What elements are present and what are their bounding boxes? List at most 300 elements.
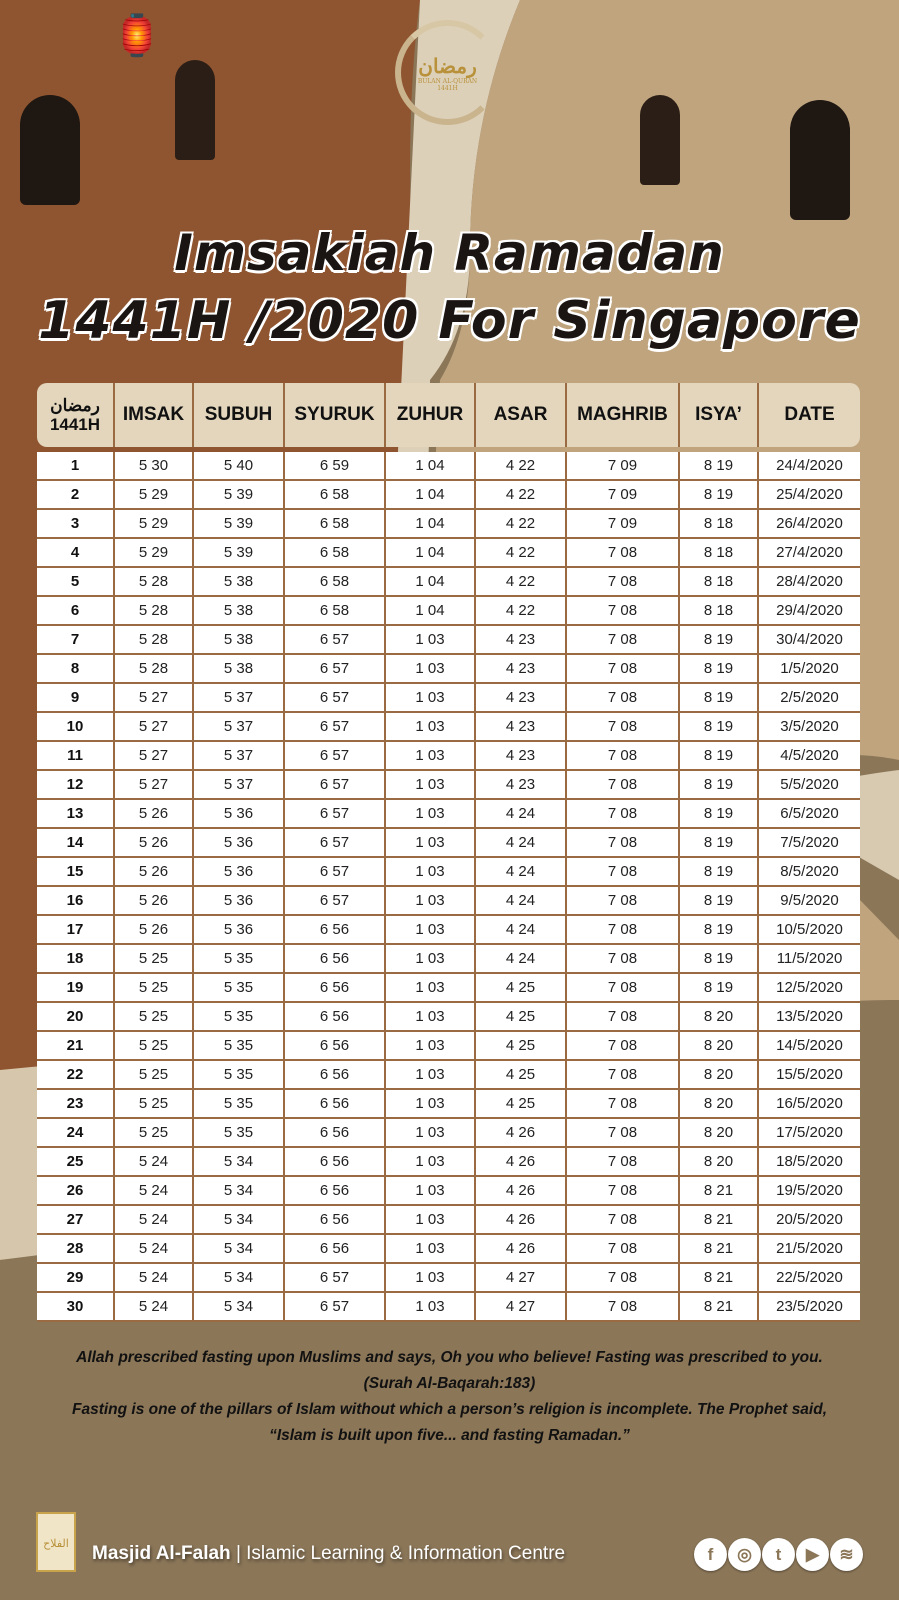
- cell-syuruk: 6 58: [285, 539, 386, 568]
- table-row: [37, 858, 860, 887]
- youtube-icon[interactable]: ▶: [796, 1538, 829, 1571]
- logo-arabic: رمضان: [418, 53, 477, 78]
- cell-maghrib: 7 08: [567, 800, 680, 829]
- table-row: [37, 655, 860, 684]
- header-ramadan: [37, 383, 115, 447]
- cell-day: 12: [37, 771, 115, 800]
- cell-subuh: 5 37: [194, 771, 285, 800]
- cell-subuh: 5 35: [194, 1061, 285, 1090]
- rss-icon[interactable]: ≋: [830, 1538, 863, 1571]
- cell-date: 25/4/2020: [759, 481, 860, 510]
- cell-imsak: 5 28: [115, 626, 194, 655]
- cell-day: 30: [37, 1293, 115, 1322]
- cell-date: 16/5/2020: [759, 1090, 860, 1119]
- cell-imsak: 5 29: [115, 510, 194, 539]
- cell-isya: 8 19: [680, 858, 759, 887]
- cell-asar: 4 25: [476, 1003, 567, 1032]
- cell-date: 6/5/2020: [759, 800, 860, 829]
- cell-imsak: 5 25: [115, 1032, 194, 1061]
- org-name: [92, 1543, 565, 1565]
- header-zuhur: ZUHUR: [386, 383, 476, 447]
- cell-subuh: 5 37: [194, 742, 285, 771]
- table-header-row: [37, 383, 860, 447]
- cell-day: 2: [37, 481, 115, 510]
- cell-syuruk: 6 57: [285, 829, 386, 858]
- cell-imsak: 5 24: [115, 1235, 194, 1264]
- table-row: [37, 684, 860, 713]
- table-row: [37, 713, 860, 742]
- cell-date: 10/5/2020: [759, 916, 860, 945]
- cell-zuhur: 1 03: [386, 742, 476, 771]
- logo-line2: 1441H: [437, 84, 458, 92]
- table-row: [37, 481, 860, 510]
- table-row: [37, 1206, 860, 1235]
- cell-asar: 4 24: [476, 945, 567, 974]
- cell-subuh: 5 35: [194, 974, 285, 1003]
- cell-zuhur: 1 04: [386, 539, 476, 568]
- cell-date: 4/5/2020: [759, 742, 860, 771]
- cell-date: 24/4/2020: [759, 452, 860, 481]
- cell-subuh: 5 34: [194, 1206, 285, 1235]
- cell-subuh: 5 39: [194, 510, 285, 539]
- cell-imsak: 5 25: [115, 1090, 194, 1119]
- cell-subuh: 5 34: [194, 1293, 285, 1322]
- cell-imsak: 5 27: [115, 684, 194, 713]
- cell-syuruk: 6 57: [285, 1293, 386, 1322]
- cell-asar: 4 23: [476, 655, 567, 684]
- cell-maghrib: 7 08: [567, 1293, 680, 1322]
- cell-day: 3: [37, 510, 115, 539]
- cell-day: 21: [37, 1032, 115, 1061]
- cell-day: 26: [37, 1177, 115, 1206]
- cell-imsak: 5 26: [115, 800, 194, 829]
- cell-maghrib: 7 08: [567, 974, 680, 1003]
- table-row: [37, 1032, 860, 1061]
- cell-date: 19/5/2020: [759, 1177, 860, 1206]
- cell-zuhur: 1 03: [386, 1032, 476, 1061]
- cell-maghrib: 7 08: [567, 916, 680, 945]
- separator: |: [235, 1543, 241, 1564]
- cell-zuhur: 1 03: [386, 1293, 476, 1322]
- cell-zuhur: 1 04: [386, 597, 476, 626]
- cell-asar: 4 23: [476, 713, 567, 742]
- cell-zuhur: 1 03: [386, 829, 476, 858]
- cell-maghrib: 7 09: [567, 510, 680, 539]
- cell-isya: 8 19: [680, 626, 759, 655]
- cell-day: 27: [37, 1206, 115, 1235]
- cell-asar: 4 24: [476, 887, 567, 916]
- lantern-icon: 🏮: [112, 14, 162, 58]
- cell-subuh: 5 34: [194, 1264, 285, 1293]
- cell-isya: 8 20: [680, 1148, 759, 1177]
- cell-subuh: 5 36: [194, 916, 285, 945]
- cell-imsak: 5 25: [115, 974, 194, 1003]
- cell-imsak: 5 25: [115, 1061, 194, 1090]
- cell-syuruk: 6 56: [285, 1235, 386, 1264]
- cell-zuhur: 1 03: [386, 1090, 476, 1119]
- cell-subuh: 5 38: [194, 626, 285, 655]
- quote-line: Fasting is one of the pillars of Islam without which a person’s religion is incomplete. The Prophet said,: [71, 1401, 828, 1418]
- header-maghrib: MAGHRIB: [567, 383, 680, 447]
- table-row: [37, 539, 860, 568]
- cell-syuruk: 6 56: [285, 1061, 386, 1090]
- cell-maghrib: 7 08: [567, 887, 680, 916]
- cell-subuh: 5 36: [194, 800, 285, 829]
- quote-citation: (Surah Al-Baqarah:183): [363, 1375, 536, 1392]
- cell-zuhur: 1 03: [386, 916, 476, 945]
- cell-date: 17/5/2020: [759, 1119, 860, 1148]
- cell-asar: 4 25: [476, 974, 567, 1003]
- logo-line1: BULAN AL-QURAN: [417, 77, 478, 85]
- cell-zuhur: 1 03: [386, 1003, 476, 1032]
- cell-imsak: 5 29: [115, 481, 194, 510]
- cell-isya: 8 19: [680, 713, 759, 742]
- cell-syuruk: 6 56: [285, 1206, 386, 1235]
- cell-maghrib: 7 09: [567, 452, 680, 481]
- cell-asar: 4 22: [476, 510, 567, 539]
- cell-zuhur: 1 03: [386, 945, 476, 974]
- cell-imsak: 5 25: [115, 1003, 194, 1032]
- cell-syuruk: 6 57: [285, 858, 386, 887]
- cell-maghrib: 7 08: [567, 1148, 680, 1177]
- table-row: [37, 974, 860, 1003]
- cell-zuhur: 1 04: [386, 481, 476, 510]
- header-date: DATE: [759, 383, 860, 447]
- cell-imsak: 5 28: [115, 597, 194, 626]
- cell-date: 11/5/2020: [759, 945, 860, 974]
- table-row: [37, 1061, 860, 1090]
- cell-subuh: 5 38: [194, 568, 285, 597]
- table-row: [37, 771, 860, 800]
- cell-date: 12/5/2020: [759, 974, 860, 1003]
- cell-zuhur: 1 03: [386, 887, 476, 916]
- cell-zuhur: 1 03: [386, 1119, 476, 1148]
- cell-subuh: 5 40: [194, 452, 285, 481]
- cell-isya: 8 21: [680, 1293, 759, 1322]
- cell-date: 2/5/2020: [759, 684, 860, 713]
- cell-maghrib: 7 08: [567, 829, 680, 858]
- cell-date: 14/5/2020: [759, 1032, 860, 1061]
- cell-syuruk: 6 57: [285, 1264, 386, 1293]
- cell-syuruk: 6 57: [285, 742, 386, 771]
- cell-asar: 4 22: [476, 481, 567, 510]
- cell-asar: 4 24: [476, 916, 567, 945]
- cell-subuh: 5 36: [194, 829, 285, 858]
- table-row: [37, 626, 860, 655]
- cell-maghrib: 7 08: [567, 1177, 680, 1206]
- cell-imsak: 5 28: [115, 655, 194, 684]
- table-row: [37, 742, 860, 771]
- header-syuruk: SYURUK: [285, 383, 386, 447]
- cell-isya: 8 21: [680, 1177, 759, 1206]
- cell-asar: 4 23: [476, 742, 567, 771]
- cell-syuruk: 6 57: [285, 887, 386, 916]
- cell-maghrib: 7 08: [567, 568, 680, 597]
- cell-syuruk: 6 56: [285, 1177, 386, 1206]
- header-ramadan-arabic: رمضان: [50, 396, 100, 415]
- cell-maghrib: 7 08: [567, 1061, 680, 1090]
- cell-date: 13/5/2020: [759, 1003, 860, 1032]
- cell-zuhur: 1 03: [386, 1148, 476, 1177]
- cell-subuh: 5 34: [194, 1235, 285, 1264]
- cell-day: 16: [37, 887, 115, 916]
- table-row: [37, 1003, 860, 1032]
- cell-syuruk: 6 56: [285, 945, 386, 974]
- cell-day: 29: [37, 1264, 115, 1293]
- cell-imsak: 5 26: [115, 829, 194, 858]
- cell-zuhur: 1 03: [386, 800, 476, 829]
- cell-maghrib: 7 08: [567, 1264, 680, 1293]
- cell-asar: 4 27: [476, 1293, 567, 1322]
- cell-imsak: 5 29: [115, 539, 194, 568]
- cell-date: 21/5/2020: [759, 1235, 860, 1264]
- cell-asar: 4 25: [476, 1090, 567, 1119]
- cell-syuruk: 6 57: [285, 713, 386, 742]
- cell-asar: 4 27: [476, 1264, 567, 1293]
- cell-isya: 8 18: [680, 597, 759, 626]
- cell-maghrib: 7 08: [567, 713, 680, 742]
- cell-date: 30/4/2020: [759, 626, 860, 655]
- cell-asar: 4 22: [476, 568, 567, 597]
- cell-asar: 4 26: [476, 1177, 567, 1206]
- cell-subuh: 5 38: [194, 655, 285, 684]
- cell-imsak: 5 24: [115, 1148, 194, 1177]
- cell-syuruk: 6 56: [285, 1090, 386, 1119]
- header-isya: ISYA’: [680, 383, 759, 447]
- cell-isya: 8 19: [680, 800, 759, 829]
- quote-line: Allah prescribed fasting upon Muslims and says, Oh you who believe! Fasting was prescribed to you.: [76, 1349, 823, 1366]
- cell-maghrib: 7 08: [567, 597, 680, 626]
- cell-day: 18: [37, 945, 115, 974]
- table-row: [37, 568, 860, 597]
- cell-syuruk: 6 57: [285, 684, 386, 713]
- cell-maghrib: 7 08: [567, 655, 680, 684]
- cell-imsak: 5 26: [115, 916, 194, 945]
- cell-zuhur: 1 03: [386, 771, 476, 800]
- cell-date: 26/4/2020: [759, 510, 860, 539]
- cell-day: 17: [37, 916, 115, 945]
- table-row: [37, 452, 860, 481]
- table-row: [37, 887, 860, 916]
- cell-subuh: 5 34: [194, 1177, 285, 1206]
- cell-maghrib: 7 08: [567, 539, 680, 568]
- cell-asar: 4 26: [476, 1148, 567, 1177]
- cell-zuhur: 1 03: [386, 1177, 476, 1206]
- cell-day: 1: [37, 452, 115, 481]
- cell-syuruk: 6 56: [285, 1119, 386, 1148]
- cell-imsak: 5 30: [115, 452, 194, 481]
- cell-date: 1/5/2020: [759, 655, 860, 684]
- cell-imsak: 5 28: [115, 568, 194, 597]
- cell-day: 25: [37, 1148, 115, 1177]
- cell-maghrib: 7 08: [567, 626, 680, 655]
- cell-zuhur: 1 03: [386, 974, 476, 1003]
- table-row: [37, 1264, 860, 1293]
- cell-asar: 4 26: [476, 1235, 567, 1264]
- cell-syuruk: 6 57: [285, 800, 386, 829]
- cell-day: 19: [37, 974, 115, 1003]
- cell-day: 14: [37, 829, 115, 858]
- cell-syuruk: 6 56: [285, 1003, 386, 1032]
- cell-zuhur: 1 04: [386, 568, 476, 597]
- cell-asar: 4 23: [476, 771, 567, 800]
- cell-subuh: 5 38: [194, 597, 285, 626]
- cell-asar: 4 22: [476, 597, 567, 626]
- cell-asar: 4 26: [476, 1206, 567, 1235]
- cell-imsak: 5 27: [115, 771, 194, 800]
- lantern-icon: [20, 95, 80, 205]
- cell-isya: 8 20: [680, 1090, 759, 1119]
- cell-asar: 4 22: [476, 452, 567, 481]
- cell-subuh: 5 36: [194, 887, 285, 916]
- facebook-icon[interactable]: f: [694, 1538, 727, 1571]
- cell-isya: 8 19: [680, 887, 759, 916]
- cell-isya: 8 19: [680, 684, 759, 713]
- cell-zuhur: 1 03: [386, 684, 476, 713]
- table-row: [37, 945, 860, 974]
- cell-syuruk: 6 56: [285, 1032, 386, 1061]
- cell-imsak: 5 25: [115, 945, 194, 974]
- cell-asar: 4 22: [476, 539, 567, 568]
- instagram-icon[interactable]: ◎: [728, 1538, 761, 1571]
- cell-day: 15: [37, 858, 115, 887]
- cell-date: 23/5/2020: [759, 1293, 860, 1322]
- cell-isya: 8 19: [680, 829, 759, 858]
- cell-syuruk: 6 58: [285, 597, 386, 626]
- cell-date: 27/4/2020: [759, 539, 860, 568]
- cell-maghrib: 7 09: [567, 481, 680, 510]
- cell-maghrib: 7 08: [567, 945, 680, 974]
- cell-isya: 8 19: [680, 452, 759, 481]
- cell-maghrib: 7 08: [567, 1032, 680, 1061]
- title-line2: 1441H /2020 For Singapore: [38, 291, 861, 351]
- cell-date: 18/5/2020: [759, 1148, 860, 1177]
- cell-day: 11: [37, 742, 115, 771]
- cell-maghrib: 7 08: [567, 858, 680, 887]
- ramadan-logo: [395, 20, 500, 125]
- cell-isya: 8 19: [680, 481, 759, 510]
- cell-maghrib: 7 08: [567, 771, 680, 800]
- cell-zuhur: 1 03: [386, 1061, 476, 1090]
- header-asar: ASAR: [476, 383, 567, 447]
- cell-imsak: 5 27: [115, 742, 194, 771]
- cell-isya: 8 18: [680, 510, 759, 539]
- cell-maghrib: 7 08: [567, 742, 680, 771]
- cell-imsak: 5 24: [115, 1206, 194, 1235]
- cell-date: 22/5/2020: [759, 1264, 860, 1293]
- masjid-logo-glyph: الفلاح: [43, 1537, 69, 1550]
- cell-syuruk: 6 57: [285, 655, 386, 684]
- cell-zuhur: 1 03: [386, 1235, 476, 1264]
- cell-maghrib: 7 08: [567, 1235, 680, 1264]
- cell-zuhur: 1 03: [386, 858, 476, 887]
- cell-day: 4: [37, 539, 115, 568]
- cell-imsak: 5 25: [115, 1119, 194, 1148]
- cell-asar: 4 24: [476, 829, 567, 858]
- cell-imsak: 5 24: [115, 1177, 194, 1206]
- cell-zuhur: 1 03: [386, 1206, 476, 1235]
- cell-syuruk: 6 57: [285, 626, 386, 655]
- cell-day: 5: [37, 568, 115, 597]
- cell-imsak: 5 26: [115, 858, 194, 887]
- org-title: Masjid Al-Falah: [92, 1543, 231, 1564]
- cell-isya: 8 21: [680, 1235, 759, 1264]
- cell-day: 28: [37, 1235, 115, 1264]
- cell-zuhur: 1 03: [386, 713, 476, 742]
- org-tagline: Islamic Learning & Information Centre: [246, 1543, 566, 1564]
- cell-isya: 8 20: [680, 1119, 759, 1148]
- cell-isya: 8 20: [680, 1032, 759, 1061]
- cell-imsak: 5 24: [115, 1264, 194, 1293]
- cell-day: 13: [37, 800, 115, 829]
- cell-isya: 8 18: [680, 539, 759, 568]
- cell-date: 3/5/2020: [759, 713, 860, 742]
- cell-day: 10: [37, 713, 115, 742]
- cell-subuh: 5 35: [194, 1119, 285, 1148]
- cell-day: 9: [37, 684, 115, 713]
- cell-maghrib: 7 08: [567, 1003, 680, 1032]
- cell-zuhur: 1 04: [386, 510, 476, 539]
- cell-isya: 8 19: [680, 742, 759, 771]
- cell-asar: 4 24: [476, 858, 567, 887]
- table-row: [37, 1293, 860, 1322]
- cell-asar: 4 25: [476, 1032, 567, 1061]
- cell-syuruk: 6 56: [285, 1148, 386, 1177]
- cell-syuruk: 6 59: [285, 452, 386, 481]
- table-row: [37, 597, 860, 626]
- imsakiah-table: [37, 383, 860, 1322]
- twitter-icon[interactable]: t: [762, 1538, 795, 1571]
- cell-date: 15/5/2020: [759, 1061, 860, 1090]
- cell-isya: 8 19: [680, 974, 759, 1003]
- table-row: [37, 510, 860, 539]
- cell-asar: 4 25: [476, 1061, 567, 1090]
- cell-maghrib: 7 08: [567, 684, 680, 713]
- cell-maghrib: 7 08: [567, 1119, 680, 1148]
- quote-block: [0, 1345, 899, 1449]
- cell-subuh: 5 34: [194, 1148, 285, 1177]
- table-row: [37, 1235, 860, 1264]
- cell-imsak: 5 27: [115, 713, 194, 742]
- title-line1: Imsakiah Ramadan: [174, 224, 725, 282]
- cell-subuh: 5 35: [194, 945, 285, 974]
- cell-zuhur: 1 03: [386, 1264, 476, 1293]
- cell-asar: 4 23: [476, 626, 567, 655]
- cell-zuhur: 1 03: [386, 626, 476, 655]
- cell-day: 24: [37, 1119, 115, 1148]
- cell-isya: 8 18: [680, 568, 759, 597]
- cell-day: 23: [37, 1090, 115, 1119]
- cell-day: 7: [37, 626, 115, 655]
- cell-syuruk: 6 57: [285, 771, 386, 800]
- page-title: [0, 220, 899, 356]
- cell-day: 20: [37, 1003, 115, 1032]
- cell-syuruk: 6 56: [285, 974, 386, 1003]
- lantern-icon: [790, 100, 850, 220]
- cell-isya: 8 21: [680, 1206, 759, 1235]
- table-row: [37, 916, 860, 945]
- cell-day: 8: [37, 655, 115, 684]
- social-links: [694, 1538, 863, 1571]
- cell-asar: 4 26: [476, 1119, 567, 1148]
- table-row: [37, 1119, 860, 1148]
- cell-subuh: 5 35: [194, 1090, 285, 1119]
- cell-date: 29/4/2020: [759, 597, 860, 626]
- cell-maghrib: 7 08: [567, 1090, 680, 1119]
- cell-syuruk: 6 58: [285, 481, 386, 510]
- cell-isya: 8 20: [680, 1061, 759, 1090]
- cell-day: 6: [37, 597, 115, 626]
